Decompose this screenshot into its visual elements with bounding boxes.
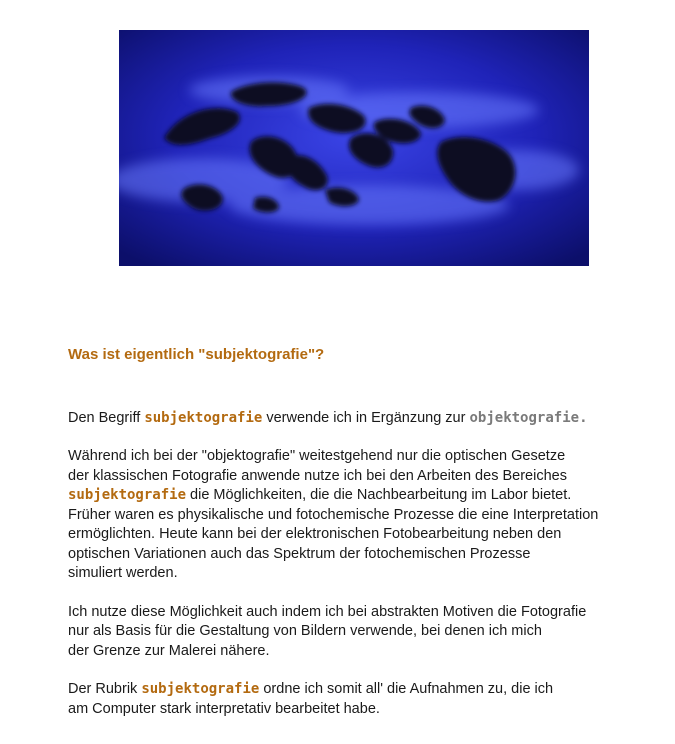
intro-paragraph: Den Begriff subjektografie verwende ich in Ergänzung zur objektografie.: [68, 409, 588, 426]
page-title: Was ist eigentlich "subjektografie"?: [68, 346, 325, 363]
hero-photo: [119, 30, 589, 266]
subjektografie-term: subjektografie: [68, 487, 187, 503]
paragraph-4: Der Rubrik subjektografie ordne ich somit all' die Aufnahmen zu, die ich am Computer stark interpretativ bearbeitet habe.: [68, 681, 554, 717]
article: [68, 345, 668, 738]
subjektografie-term: subjektografie: [144, 409, 263, 426]
blue-long-exposure-rocks-photo: [119, 30, 589, 266]
paragraph-2: Während ich bei der "objektografie" weitestgehend nur die optischen Gesetze der klassischen Fotografie anwende nutze ich bei den Arbeiten des Bereiches subjektografie die Möglichkeiten, die die Nachbearbeitung im Labor bietet. Früher waren es physikalische und fotochemische Prozesse die eine Interpretation ermöglichten. Heute kann bei der elektronischen Fotobearbeitung neben den optischen Variationen auch das Spektrum der fotochemischen Prozesse simuliert werden.: [68, 448, 599, 581]
objektografie-term: objektografie: [469, 409, 580, 426]
paragraph-3: Ich nutze diese Möglichkeit auch indem ich bei abstrakten Motiven die Fotografie nur als Basis für die Gestaltung von Bildern verwende, bei denen ich mich der Grenze zur Malerei nähere.: [68, 603, 587, 659]
subjektografie-term: subjektografie: [141, 681, 260, 697]
